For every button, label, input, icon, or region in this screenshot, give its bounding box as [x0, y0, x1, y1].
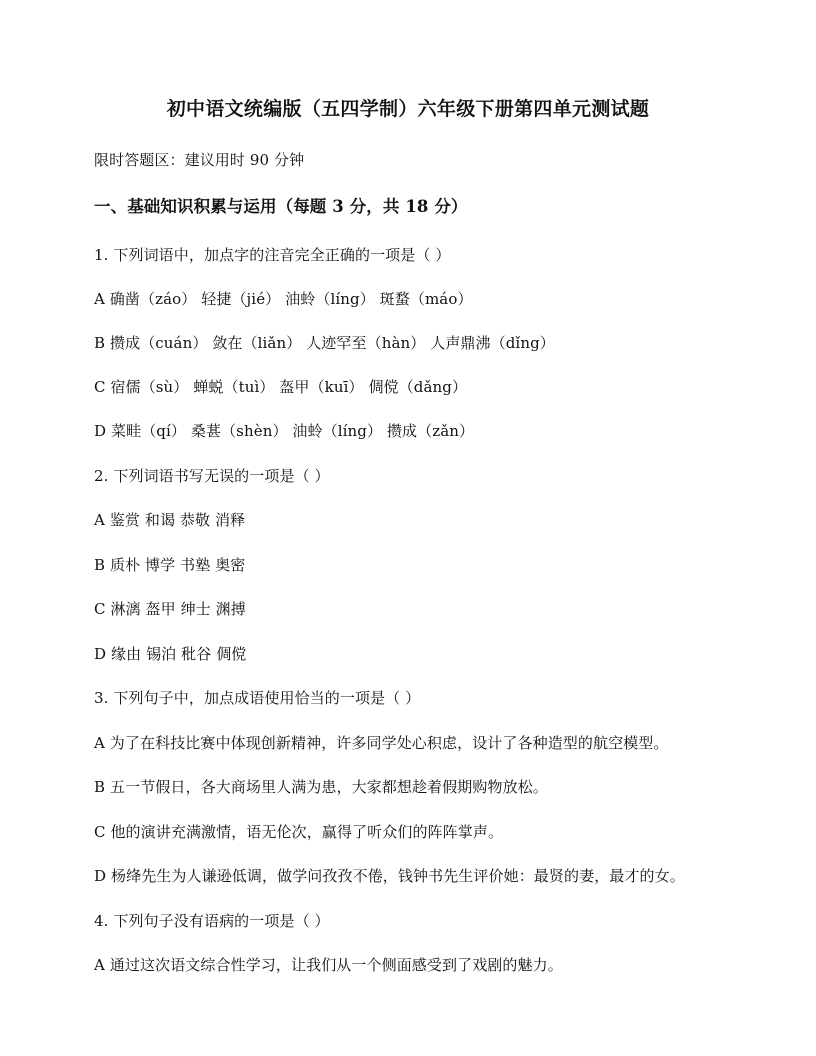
- document-title: 初中语文统编版（五四学制）六年级下册第四单元测试题: [166, 98, 650, 120]
- question-3-option-d: D 杨绛先生为人谦逊低调，做学问孜孜不倦，钱钟书先生评价她：最贤的妻，最才的女。: [94, 867, 685, 885]
- question-2-option-c: C 淋漓 盔甲 绅士 渊搏: [94, 600, 246, 618]
- question-2-stem: 2. 下列词语书写无误的一项是（ ）: [94, 467, 330, 485]
- question-3-stem: 3. 下列句子中，加点成语使用恰当的一项是（ ）: [94, 689, 421, 707]
- question-4-option-a: A 通过这次语文综合性学习，让我们从一个侧面感受到了戏剧的魅力。: [94, 956, 563, 974]
- question-1-option-b: B 攒成（cuán） 敛在（liǎn） 人迹罕至（hàn） 人声鼎沸（dǐng）: [94, 334, 555, 352]
- question-3-option-b: B 五一节假日，各大商场里人满为患，大家都想趁着假期购物放松。: [94, 778, 548, 796]
- question-1-option-c: C 宿儒（sù） 蝉蜕（tuì） 盔甲（kuī） 倜傥（dǎng）: [94, 378, 468, 396]
- time-note: 限时答题区：建议用时 90 分钟: [94, 151, 305, 169]
- question-2-option-a: A 鉴赏 和谒 恭敬 消释: [94, 511, 246, 529]
- question-4-stem: 4. 下列句子没有语病的一项是（ ）: [94, 912, 330, 930]
- question-3-option-c: C 他的演讲充满激情，语无伦次，赢得了听众们的阵阵掌声。: [94, 823, 504, 841]
- question-3-option-a: A 为了在科技比赛中体现创新精神，许多同学处心积虑，设计了各种造型的航空模型。: [94, 734, 669, 752]
- question-1-option-d: D 菜畦（qí） 桑葚（shèn） 油蛉（líng） 攒成（zǎn）: [94, 422, 475, 440]
- section-heading: 一、基础知识积累与运用（每题 3 分，共 18 分）: [94, 197, 468, 216]
- question-2-option-d: D 缘由 锡泊 秕谷 倜傥: [94, 645, 247, 663]
- question-2-option-b: B 质朴 博学 书塾 奥密: [94, 556, 246, 574]
- question-1-option-a: A 确凿（záo） 轻捷（jié） 油蛉（líng） 斑蝥（máo）: [94, 290, 473, 308]
- question-1-stem: 1. 下列词语中，加点字的注音完全正确的一项是（ ）: [94, 246, 451, 264]
